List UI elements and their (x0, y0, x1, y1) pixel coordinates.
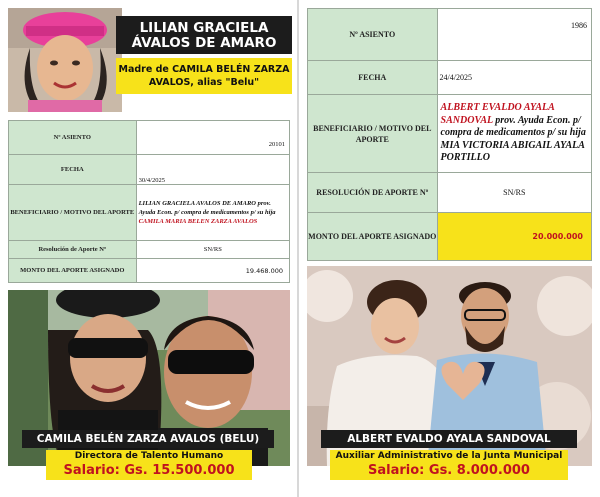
form-row-beneficiario (308, 95, 592, 173)
beneficiario-highlight: CAMILA MARIA BELEN ZARZA AVALOS (138, 218, 258, 225)
resolucion-label: RESOLUCIÓN DE APORTE Nº (308, 173, 438, 213)
portrait-photo-lilian (8, 8, 122, 112)
beneficiario-text: prov. Ayuda Econ. p/ compra de medicamentos p/ su hija MIA VICTORIA ABIGAIL AYALA PORTILLO (440, 114, 586, 164)
form-row-monto (9, 259, 290, 283)
form-row-fecha (9, 155, 290, 185)
form-row-fecha (308, 61, 592, 95)
caption-role-albert: Auxiliar Administrativo de la Junta Municipal (330, 450, 568, 462)
description-box-lilian: Madre de CAMILA BELÉN ZARZA AVALOS, alias "Belu" (116, 58, 292, 94)
fecha-value: 30/4/2025 (136, 155, 289, 185)
monto-value: 20.000.000 (437, 213, 591, 261)
fecha-label: FECHA (308, 61, 438, 95)
beneficiario-text: LILIAN GRACIELA AVALOS DE AMARO prov. Ayuda Econ. p/ compra de medicamentos p/ su hija (138, 200, 276, 216)
asiento-label: Nº ASIENTO (9, 121, 137, 155)
form-row-resolucion (308, 173, 592, 213)
form-row-monto (308, 213, 592, 261)
form-row-asiento (308, 9, 592, 61)
asiento-label: Nº ASIENTO (308, 9, 438, 61)
resolucion-label: Resolución de Aporte Nº (9, 241, 137, 259)
caption-name-albert: ALBERT EVALDO AYALA SANDOVAL (321, 430, 577, 448)
monto-label: MONTO DEL APORTE ASIGNADO (308, 213, 438, 261)
resolucion-value: SN/RS (136, 241, 289, 259)
resolucion-value: SN/RS (437, 173, 591, 213)
name-box-lilian: LILIAN GRACIELA ÁVALOS DE AMARO (116, 16, 292, 54)
monto-label: MONTO DEL APORTE ASIGNADO (9, 259, 137, 283)
beneficiario-value (136, 185, 289, 241)
aporte-form-right (307, 8, 592, 261)
fecha-value: 24/4/2025 (437, 61, 591, 95)
beneficiario-highlight: ALBERT EVALDO AYALA SANDOVAL (440, 102, 555, 126)
beneficiario-value (437, 95, 591, 173)
beneficiario-label: BENEFICIARIO / MOTIVO DEL APORTE (308, 95, 438, 173)
column-divider (297, 0, 299, 497)
fecha-label: FECHA (9, 155, 137, 185)
form-row-resolucion (9, 241, 290, 259)
asiento-value: 1986 (437, 9, 591, 61)
caption-role-camila: Directora de Talento Humano (46, 450, 252, 462)
form-row-asiento (9, 121, 290, 155)
beneficiario-label: BENEFICIARIO / MOTIVO DEL APORTE (9, 185, 137, 241)
caption-salary-albert: Salario: Gs. 8.000.000 (330, 462, 568, 480)
form-row-beneficiario (9, 185, 290, 241)
asiento-value: 20101 (136, 121, 289, 155)
aporte-form-left (8, 120, 290, 283)
caption-name-camila: CAMILA BELÉN ZARZA AVALOS (BELU) (22, 430, 274, 448)
caption-salary-camila: Salario: Gs. 15.500.000 (46, 462, 252, 480)
monto-value: 19.468.000 (136, 259, 289, 283)
